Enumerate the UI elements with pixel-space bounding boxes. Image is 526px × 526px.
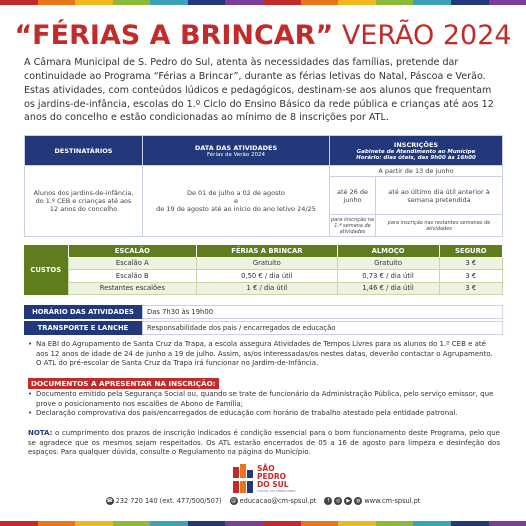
stripe-segment (301, 521, 339, 526)
costs-header-escalao: ESCALÃO (68, 245, 197, 258)
documents-list (28, 390, 500, 419)
dates-cell: De 01 de julho a 02 de agosto e de 19 de agosto até ao início do ano letivo 24/25 (143, 166, 330, 237)
cost-cell: 1 € / dia útil (197, 282, 337, 295)
cost-cell: Gratuito (337, 257, 439, 270)
inscricoes-start: A partir de 13 de junho (330, 166, 503, 177)
table-row (24, 257, 503, 270)
intro-paragraph-2: Estas atividades, com conteúdos lúdicos e pedagógicos, destinam-se aos alunos que frequentam os jardins-de-infância, escolas do 1.º Ciclo do Ensino Básico da rede pública e crianças até aos 12 anos do concelho e estão condicionadas ao mínimo de 8 inscrições por ATL. (24, 85, 494, 123)
municipality-logo: SÃO PEDRO DO SUL CAPITAL DO TERMALISMO (232, 461, 304, 497)
table-row (24, 270, 503, 283)
stripe-segment (338, 0, 376, 5)
transport-label: TRANSPORTE E LANCHE (24, 321, 142, 335)
list-item: • Documento emitido pela Segurança Social ou, quando se trate de funcionário da Administração Pública, pelo serviço emissor, que prove o posicionamento nos escalões de Abono de Família; (28, 390, 500, 409)
title-sub: VERÃO 2024 (341, 20, 512, 51)
costs-header-ferias: FÉRIAS A BRINCAR (197, 245, 337, 258)
deadline-other-weeks: até ao último dia útil anterior à semana pretendida (376, 177, 503, 215)
list-item: • Declaração comprovativa dos pais/encarregados de educação com horário de trabalho atestado pela entidade patronal. (28, 409, 500, 419)
cost-cell: 3 € (439, 257, 502, 270)
cost-cell: 0,50 € / dia útil (197, 270, 337, 283)
cost-cell: 1,46 € / dia útil (337, 282, 439, 295)
cost-cell: 0,73 € / dia útil (337, 270, 439, 283)
stripe-segment (376, 521, 414, 526)
hours-value: Das 7h30 às 19h00 (142, 305, 503, 319)
page-title (0, 20, 526, 52)
cost-cell: Restantes escalões (68, 282, 197, 295)
stripe-segment (75, 521, 113, 526)
stripe-segment (263, 521, 301, 526)
youtube-icon[interactable]: ▶ (344, 497, 352, 505)
stripe-segment (0, 521, 38, 526)
stripe-segment (188, 0, 226, 5)
cost-cell: 3 € (439, 270, 502, 283)
table-row (24, 282, 503, 295)
list-item: • Na EBI do Agrupamento de Santa Cruz da Trapa, a escola assegura Atividades de Tempos Livres para os alunos do 1.º CEB e até aos 12 anos de idade de 24 de junho a 19 de julho. Assim, as/os interessadas/os nestes datas, deverão contactar o Agrupamento. O ATL do pré-escolar de Santa Cruz da Trapa irá funcionar no Jardim-de-Infância. (28, 340, 500, 369)
costs-header-almoco: ALMOÇO (337, 245, 439, 258)
phone-text: 232 720 140 (ext. 477/500/507) (115, 497, 222, 505)
instagram-icon[interactable]: ◎ (336, 498, 341, 504)
note-paragraph: NOTA: o cumprimento dos prazos de inscrição indicados é condição essencial para o bom funcionamento deste Programa, pelo que se agradece que os mesmos sejam respeitados. Os ATL estarão encerrados de 05 a 16 de agosto para limpeza e desinfeção dos espaços. Para qualquer dúvida, consulte o Regulamento na página do Município. (28, 429, 500, 456)
stripe-segment (225, 521, 263, 526)
costs-header-seguro: SEGURO (439, 245, 502, 258)
costs-label: CUSTOS (24, 245, 68, 295)
notes-list (28, 340, 500, 369)
cost-cell: Escalão A (68, 257, 197, 270)
schedule-table (24, 135, 503, 237)
note-other-weeks: para inscrição nas restantes semanas de atividades (376, 215, 503, 237)
header-dates: DATA DAS ATIVIDADES Férias de Verão 2024 (143, 136, 330, 166)
globe-icon: ◍ (356, 498, 361, 504)
stripe-segment (451, 0, 489, 5)
hours-row (24, 305, 503, 319)
stripe-segment (38, 0, 76, 5)
stripe-segment (225, 0, 263, 5)
stripe-segment (489, 521, 526, 526)
cost-cell: Gratuito (197, 257, 337, 270)
phone-icon: ☎ (106, 498, 113, 504)
note-first-week: para inscrição na 1.ª semana de atividades (331, 216, 374, 235)
hours-label: HORÁRIO DAS ATIVIDADES (24, 305, 142, 319)
title-main: “FÉRIAS A BRINCAR” (14, 20, 334, 51)
intro-paragraph-1: A Câmara Municipal de S. Pedro do Sul, atenta às necessidades das famílias, pretende dar continuidade ao Programa “Férias a Brincar”, durante as férias letivas do Natal, Páscoa e Verão. (24, 57, 486, 82)
email-icon: @ (231, 498, 237, 504)
stripe-segment (150, 521, 188, 526)
top-color-stripe (0, 0, 526, 5)
stripe-segment (263, 0, 301, 5)
deadline-first-week: até 26 de junho (330, 177, 376, 215)
website-link[interactable]: www.cm-spsul.pt (364, 497, 421, 505)
facebook-icon[interactable]: f (324, 497, 332, 505)
destinatarios-cell: Alunos dos jardins-de-infância, do 1.º CEB e crianças até aos 12 anos do concelho (25, 166, 143, 237)
stripe-segment (113, 0, 151, 5)
header-inscricoes: INSCRIÇÕES Gabinete de Atendimento ao Munícipe Horário: dias úteis, das 9h00 às 16h00 (330, 136, 503, 166)
cost-cell: Escalão B (68, 270, 197, 283)
stripe-segment (0, 0, 38, 5)
stripe-segment (338, 521, 376, 526)
stripe-segment (376, 0, 414, 5)
transport-row (24, 321, 503, 335)
header-destinatarios: DESTINATÁRIOS (25, 136, 143, 166)
stripe-segment (413, 521, 451, 526)
stripe-segment (413, 0, 451, 5)
email-link[interactable]: educacao@cm-spsul.pt (239, 497, 317, 505)
stripe-segment (75, 0, 113, 5)
stripe-segment (150, 0, 188, 5)
documents-heading: DOCUMENTOS A APRESENTAR NA INSCRIÇÃO: (28, 378, 219, 389)
logo-mark-icon (232, 464, 254, 494)
cost-cell: 3 € (439, 282, 502, 295)
costs-table (24, 244, 503, 295)
stripe-segment (451, 521, 489, 526)
bottom-color-stripe (0, 521, 526, 526)
stripe-segment (301, 0, 339, 5)
stripe-segment (38, 521, 76, 526)
stripe-segment (489, 0, 526, 5)
transport-value: Responsabilidade dos pais / encarregados de educação (142, 321, 503, 335)
stripe-segment (188, 521, 226, 526)
contacts-bar (0, 497, 526, 505)
stripe-segment (113, 521, 151, 526)
